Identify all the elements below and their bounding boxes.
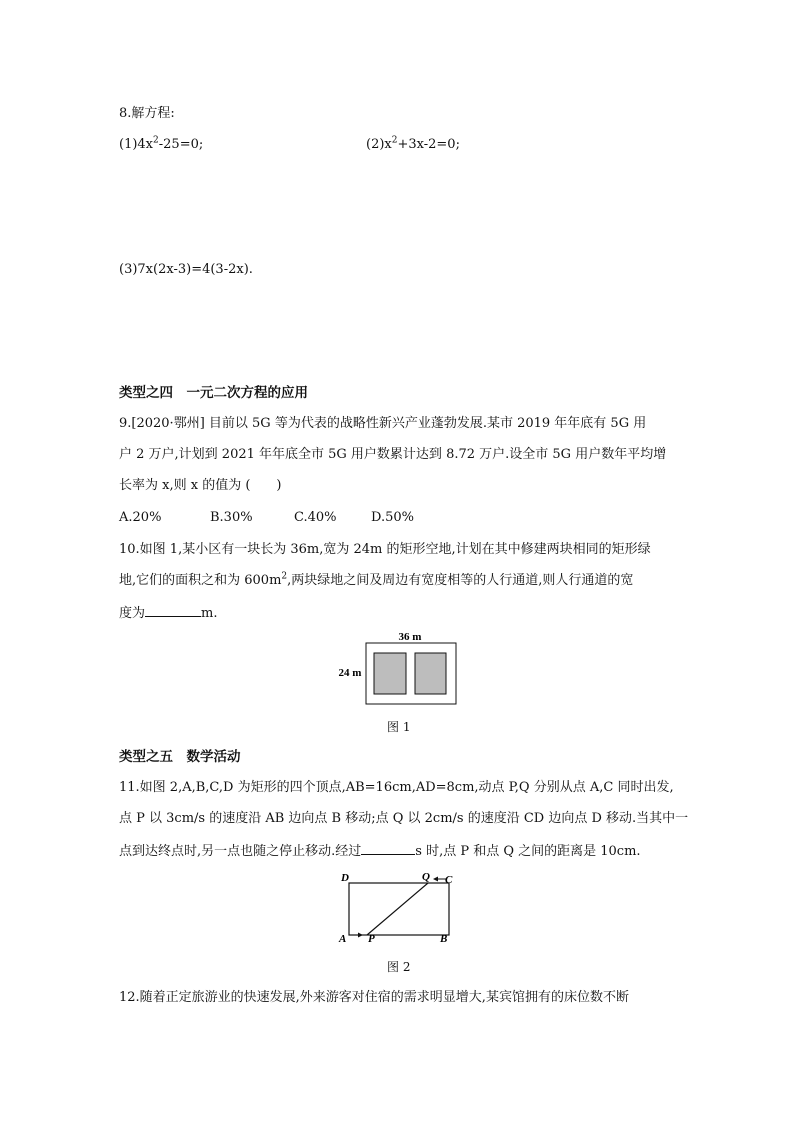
fig2-rectangle — [349, 883, 449, 935]
q10-line2-sup: 2 — [281, 571, 288, 582]
q10-line2 — [119, 573, 633, 589]
fig2-label-q: Q — [422, 871, 430, 883]
fig2-caption: 图 2 — [387, 960, 411, 974]
fig2-label-c: C — [445, 874, 453, 886]
q10-line3-b: m. — [201, 606, 218, 621]
fig1-height-label: 24 m — [338, 667, 362, 679]
section4-title: 类型之四 一元二次方程的应用 — [119, 385, 308, 401]
q10-answer-blank[interactable] — [145, 604, 201, 617]
section5-title: 类型之五 数学活动 — [119, 749, 241, 765]
q11-line2: 点 P 以 3cm/s 的速度沿 AB 边向点 B 移动;点 Q 以 2cm/s 的速度沿 CD 边向点 D 移动.当其中一 — [119, 811, 689, 826]
fig2-arrow-q-head — [433, 877, 438, 882]
q11-line1: 11.如图 2,A,B,C,D 为矩形的四个顶点,AB=16cm,AD=8cm,动点 P,Q 分别从点 A,C 同时出发, — [119, 780, 674, 795]
figure-1 — [330, 626, 470, 710]
q10-line2-a: 地,它们的面积之和为 600m — [119, 573, 282, 588]
q10-line1: 10.如图 1,某小区有一块长为 36m,宽为 24m 的矩形空地,计划在其中修建两块相同的矩形绿 — [119, 542, 651, 557]
q11-answer-blank[interactable] — [361, 842, 415, 855]
q9-option-d: D.50% — [371, 510, 414, 525]
q8-part2-sup: 2 — [391, 135, 398, 146]
q8-part2-a: (2)x — [366, 137, 392, 152]
q10-line3-a: 度为 — [119, 606, 146, 621]
q10-line2-b: ,两块绿地之间及周边有宽度相等的人行通道,则人行通道的宽 — [287, 573, 634, 588]
q9-line2: 户 2 万户,计划到 2021 年年底全市 5G 用户数累计达到 8.72 万户.设全市 5G 用户数年平均增 — [119, 447, 667, 462]
fig1-width-label: 36 m — [398, 631, 422, 643]
q9-line1: 9.[2020·鄂州] 目前以 5G 等为代表的战略性新兴产业蓬勃发展.某市 2019 年年底有 5G 用 — [119, 416, 647, 431]
fig2-label-b: B — [440, 933, 448, 945]
q8-part1-b: -25=0; — [158, 137, 204, 152]
q11-line3-b: s 时,点 P 和点 Q 之间的距离是 10cm. — [415, 844, 641, 859]
figure-2 — [336, 868, 460, 948]
fig2-label-a: A — [339, 933, 347, 945]
q10-line3 — [119, 604, 217, 622]
fig2-label-p: P — [368, 933, 375, 945]
q8-part1-a: (1)4x — [119, 137, 154, 152]
q8-part3: (3)7x(2x-3)=4(3-2x). — [119, 262, 253, 277]
fig1-green-area-right — [415, 653, 446, 694]
q9-option-c: C.40% — [294, 510, 337, 525]
q9-option-b: B.30% — [210, 510, 253, 525]
q9-line3: 长率为 x,则 x 的值为 ( ) — [119, 478, 282, 493]
q8-part2 — [366, 137, 460, 153]
fig1-green-area-left — [374, 653, 406, 694]
q11-line3-a: 点到达终点时,另一点也随之停止移动.经过 — [119, 844, 362, 859]
q9-option-a: A.20% — [119, 510, 162, 525]
q8-part1-sup: 2 — [153, 135, 159, 146]
q8-part1 — [119, 137, 203, 153]
q12-line1: 12.随着正定旅游业的快速发展,外来游客对住宿的需求明显增大,某宾馆拥有的床位数不断 — [119, 990, 629, 1005]
q11-line3 — [119, 842, 641, 860]
fig1-caption: 图 1 — [387, 720, 411, 734]
q8-title: 8.解方程: — [119, 106, 175, 121]
q8-part2-b: +3x-2=0; — [397, 137, 460, 152]
fig2-label-d: D — [341, 872, 349, 884]
